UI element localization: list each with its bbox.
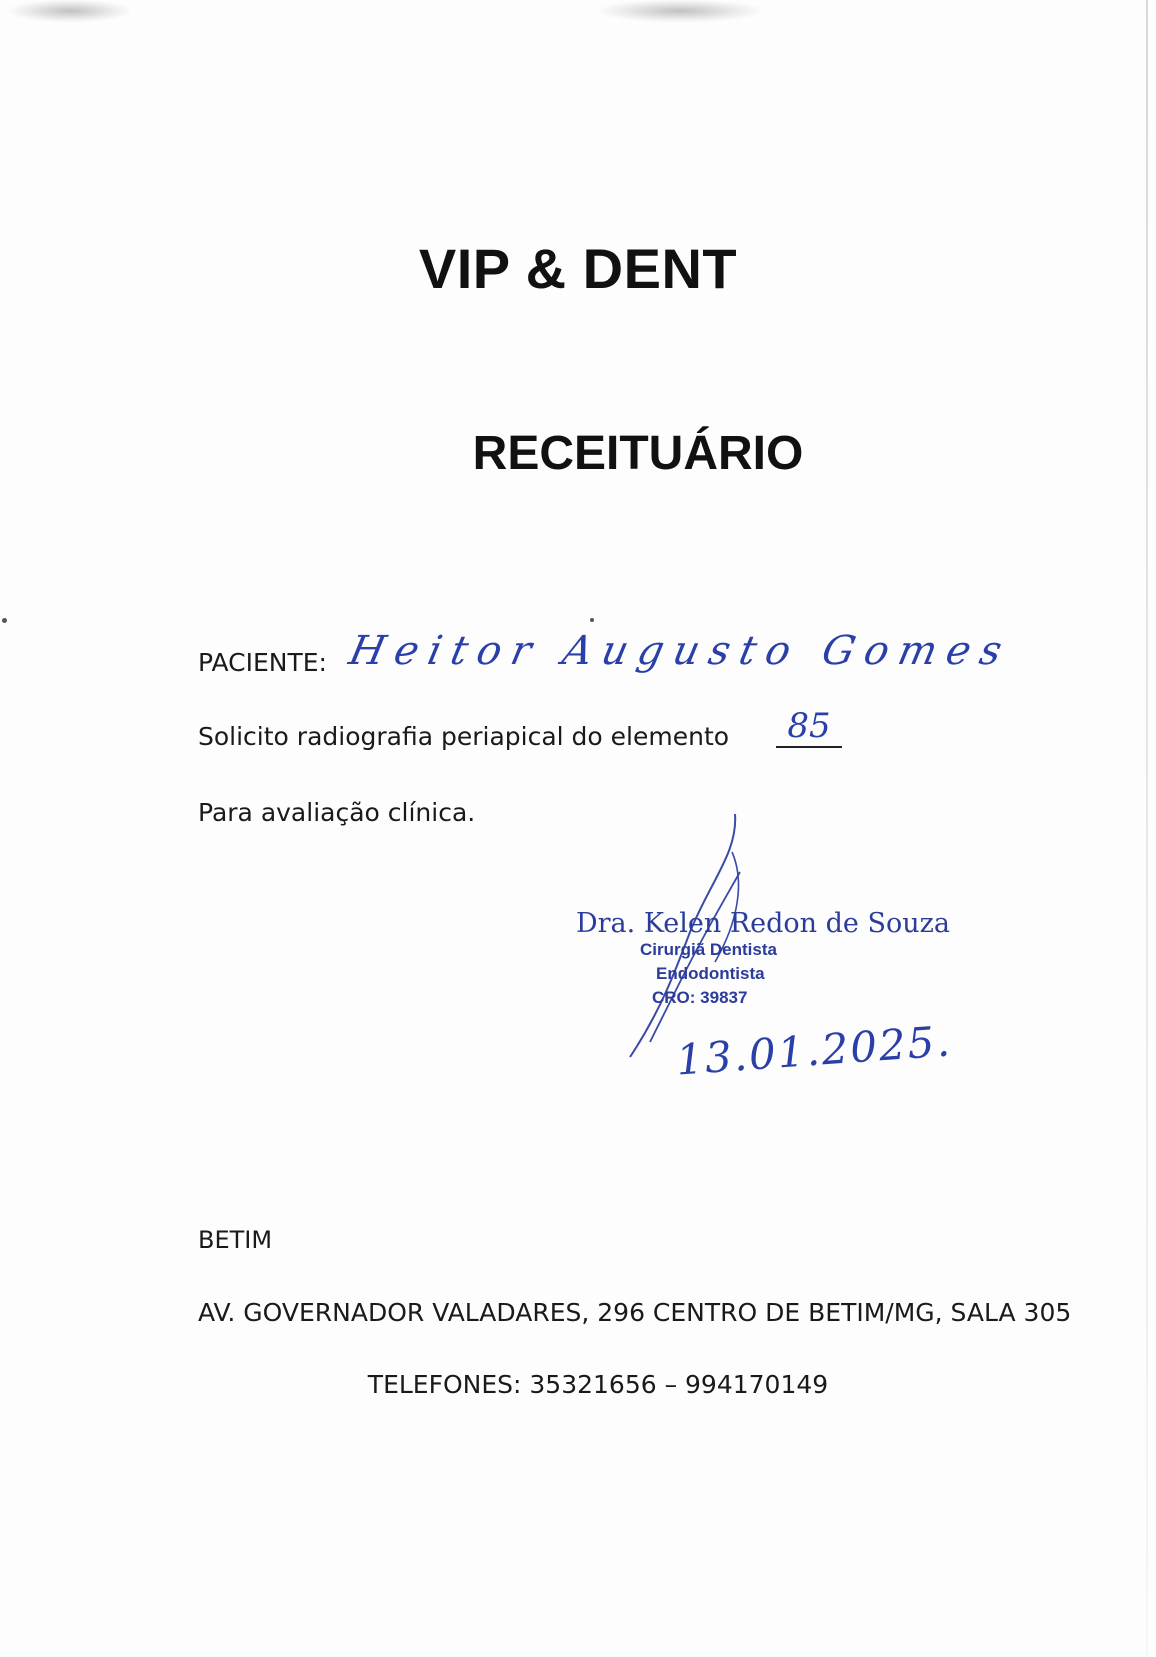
purpose-text: Para avaliação clínica. bbox=[198, 798, 476, 827]
stamp-doctor-name: Dra. Kelen Redon de Souza bbox=[576, 908, 950, 939]
stamp-cro-number: CRO: 39837 bbox=[652, 988, 748, 1007]
patient-label: PACIENTE: bbox=[198, 648, 327, 677]
tooth-number-handwritten: 85 bbox=[776, 706, 842, 748]
clinic-address: AV. GOVERNADOR VALADARES, 296 CENTRO DE BETIM/MG, SALA 305 bbox=[198, 1298, 1072, 1327]
clinic-city: BETIM bbox=[198, 1226, 273, 1254]
stamp-subspecialty: Endodontista bbox=[656, 964, 765, 983]
clinic-name: VIP & DENT bbox=[418, 237, 738, 300]
ink-speck bbox=[2, 618, 7, 623]
doctor-stamp bbox=[574, 908, 950, 1018]
stamp-specialty: Cirurgiã Dentista bbox=[640, 940, 777, 959]
document-title: RECEITUÁRIO bbox=[472, 427, 804, 480]
scan-smudge-left bbox=[10, 0, 130, 22]
scan-smudge-center bbox=[600, 0, 760, 22]
patient-name-handwritten: Heitor Augusto Gomes bbox=[345, 628, 1016, 674]
clinic-phones: TELEFONES: 35321656 – 994170149 bbox=[367, 1370, 829, 1399]
signature-date-handwritten: 13.01.2025. bbox=[674, 1016, 954, 1085]
request-text: Solicito radiografia periapical do elemento bbox=[198, 722, 730, 751]
ink-speck bbox=[590, 618, 594, 622]
